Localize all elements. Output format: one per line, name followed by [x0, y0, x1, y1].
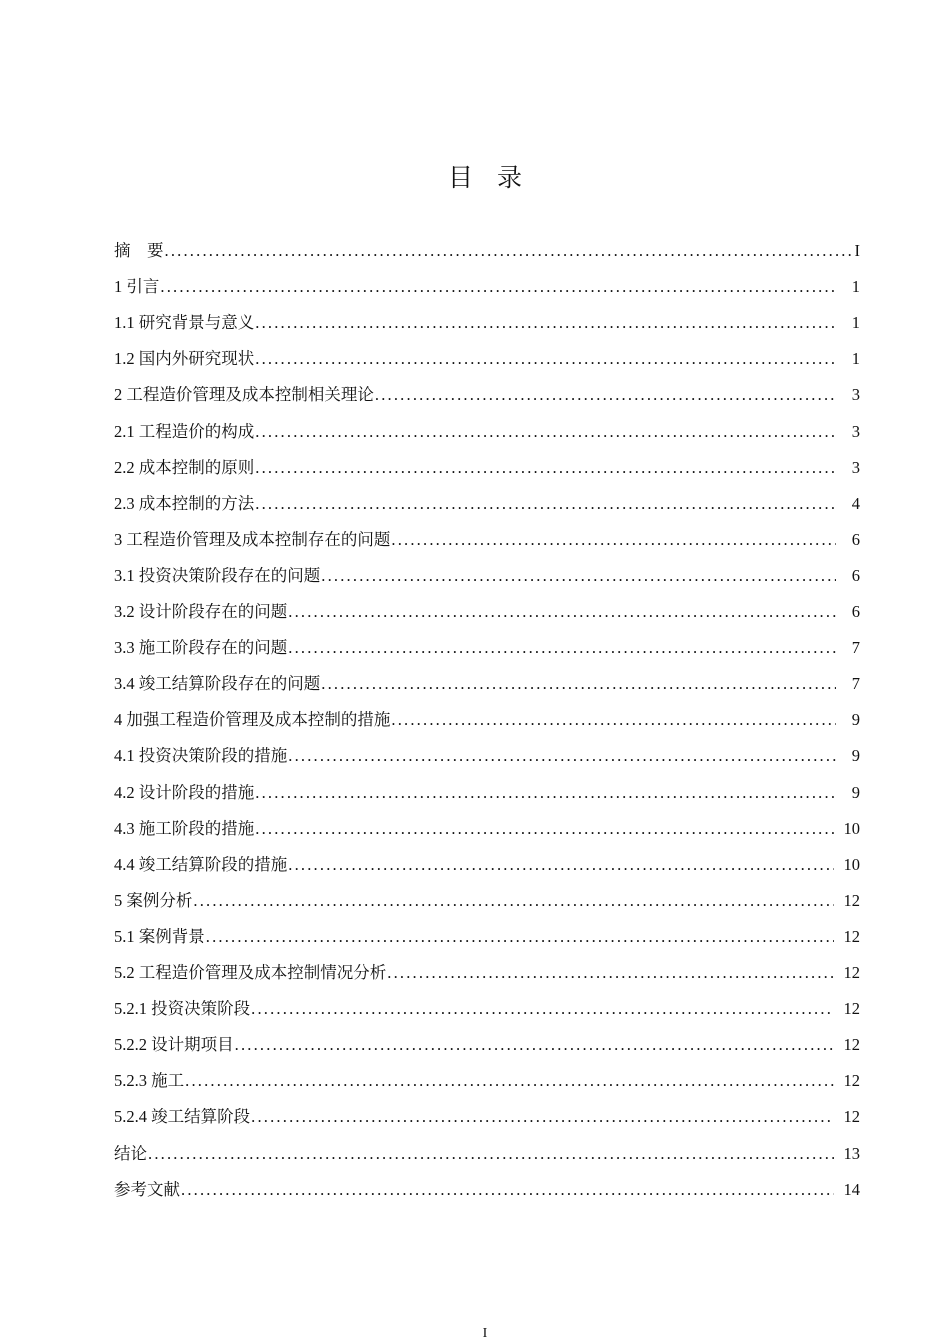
toc-leader-dots — [254, 818, 833, 840]
toc-leader-dots — [320, 673, 836, 695]
toc-entry[interactable] — [114, 774, 860, 804]
toc-entry[interactable] — [114, 737, 860, 767]
toc-entry-page-number: 12 — [843, 1035, 860, 1054]
toc-heading-char-2: 录 — [497, 163, 523, 192]
toc-entry-page-number: 14 — [843, 1180, 860, 1199]
toc-entry-label: 3.2 设计阶段存在的问题 — [114, 602, 288, 621]
toc-entry-page-number: 1 — [851, 349, 860, 368]
toc-entry-label: 1 引言 — [114, 277, 160, 296]
toc-leader-dots — [205, 926, 834, 948]
toc-entry[interactable] — [114, 413, 860, 443]
toc-entry-label: 参考文献 — [114, 1180, 180, 1199]
toc-leader-dots — [180, 1179, 834, 1201]
toc-entry-label: 5.2.1 投资决策阶段 — [114, 999, 251, 1018]
toc-entry[interactable] — [114, 954, 860, 984]
toc-entry-page-number: 4 — [851, 494, 860, 513]
toc-entry[interactable] — [114, 1135, 860, 1165]
toc-entry-page-number: 10 — [843, 855, 860, 874]
toc-heading-char-1: 目 — [447, 163, 473, 192]
toc-leader-dots — [164, 240, 855, 262]
toc-entry-label: 5 案例分析 — [114, 891, 193, 910]
toc-entry-page-number: I — [854, 241, 860, 260]
toc-leader-dots — [390, 529, 835, 551]
toc-entry-page-number: 6 — [851, 530, 860, 549]
toc-entry[interactable] — [114, 701, 860, 731]
toc-entry-page-number: 12 — [843, 999, 860, 1018]
toc-entry[interactable] — [114, 918, 860, 948]
toc-entry-label: 4.3 施工阶段的措施 — [114, 819, 255, 838]
toc-leader-dots — [320, 565, 836, 587]
toc-entry[interactable] — [114, 304, 860, 334]
toc-entry-label: 1.1 研究背景与意义 — [114, 313, 255, 332]
toc-leader-dots — [234, 1034, 834, 1056]
toc-entry-label: 5.2.2 设计期项目 — [114, 1035, 234, 1054]
toc-entry-page-number: 1 — [851, 313, 860, 332]
toc-entry-label: 摘 要 — [114, 241, 164, 260]
toc-entry-page-number: 3 — [851, 422, 860, 441]
toc-entry[interactable] — [114, 376, 860, 406]
page-number: I — [482, 1326, 488, 1341]
toc-entry-label: 5.2.3 施工 — [114, 1071, 185, 1090]
toc-leader-dots — [192, 890, 833, 912]
toc-entry-page-number: 7 — [851, 674, 860, 693]
toc-leader-dots — [386, 962, 833, 984]
toc-entry-label: 5.1 案例背景 — [114, 927, 205, 946]
toc-entry-label: 2.3 成本控制的方法 — [114, 494, 255, 513]
toc-entry-label: 3 工程造价管理及成本控制存在的问题 — [114, 530, 391, 549]
toc-leader-dots — [254, 782, 836, 804]
toc-entry-page-number: 9 — [851, 783, 860, 802]
toc-leader-dots — [250, 1106, 833, 1128]
toc-entry-page-number: 12 — [843, 963, 860, 982]
toc-entry-page-number: 6 — [851, 602, 860, 621]
toc-leader-dots — [254, 493, 836, 515]
toc-leader-dots — [374, 384, 836, 406]
toc-leader-dots — [287, 601, 836, 623]
toc-entry-label: 3.1 投资决策阶段存在的问题 — [114, 566, 321, 585]
toc-entry[interactable] — [114, 810, 860, 840]
toc-entry-label: 4 加强工程造价管理及成本控制的措施 — [114, 710, 391, 729]
toc-entry-page-number: 3 — [851, 385, 860, 404]
toc-leader-dots — [390, 709, 835, 731]
toc-entry[interactable] — [114, 449, 860, 479]
toc-entry-page-number: 1 — [851, 277, 860, 296]
toc-entry-label: 结论 — [114, 1144, 147, 1163]
toc-entry-page-number: 12 — [843, 1107, 860, 1126]
toc-entry[interactable] — [114, 268, 860, 298]
toc-entry-label: 5.2 工程造价管理及成本控制情况分析 — [114, 963, 387, 982]
toc-leader-dots — [254, 457, 836, 479]
toc-entry-page-number: 7 — [851, 638, 860, 657]
toc-entry-label: 2.1 工程造价的构成 — [114, 422, 255, 441]
toc-entry[interactable] — [114, 629, 860, 659]
toc-leader-dots — [254, 312, 836, 334]
toc-entry[interactable] — [114, 340, 860, 370]
toc-entry-label: 3.4 竣工结算阶段存在的问题 — [114, 674, 321, 693]
toc-leader-dots — [287, 854, 833, 876]
toc-entry-page-number: 13 — [843, 1144, 860, 1163]
toc-leader-dots — [287, 745, 836, 767]
toc-entry[interactable] — [114, 1171, 860, 1201]
toc-leader-dots — [184, 1070, 833, 1092]
toc-leader-dots — [287, 637, 836, 659]
toc-entry[interactable] — [114, 232, 860, 262]
toc-entry[interactable] — [114, 1026, 860, 1056]
toc-entry-page-number: 9 — [851, 746, 860, 765]
toc-entry-page-number: 3 — [851, 458, 860, 477]
toc-leader-dots — [254, 348, 836, 370]
toc-entry-page-number: 10 — [843, 819, 860, 838]
toc-leader-dots — [250, 998, 833, 1020]
toc-entry-label: 4.1 投资决策阶段的措施 — [114, 746, 288, 765]
toc-entry-label: 1.2 国内外研究现状 — [114, 349, 255, 368]
toc-entry-page-number: 9 — [851, 710, 860, 729]
toc-entry[interactable] — [114, 557, 860, 587]
toc-entry[interactable] — [114, 846, 860, 876]
toc-leader-dots — [254, 421, 836, 443]
toc-entry[interactable] — [114, 1062, 860, 1092]
toc-entry[interactable] — [114, 593, 860, 623]
toc-entry-label: 5.2.4 竣工结算阶段 — [114, 1107, 251, 1126]
toc-entry-page-number: 12 — [843, 927, 860, 946]
toc-entry-label: 2 工程造价管理及成本控制相关理论 — [114, 385, 374, 404]
toc-entry-label: 2.2 成本控制的原则 — [114, 458, 255, 477]
toc-entry-page-number: 12 — [843, 891, 860, 910]
toc-entry[interactable] — [114, 521, 860, 551]
toc-leader-dots — [147, 1143, 834, 1165]
toc-heading — [0, 158, 950, 194]
toc-entry[interactable] — [114, 990, 860, 1020]
toc-entry[interactable] — [114, 485, 860, 515]
toc-entry[interactable] — [114, 665, 860, 695]
toc-entry-label: 4.4 竣工结算阶段的措施 — [114, 855, 288, 874]
toc-entry-label: 3.3 施工阶段存在的问题 — [114, 638, 288, 657]
toc-entry[interactable] — [114, 882, 860, 912]
toc-entry-page-number: 6 — [851, 566, 860, 585]
toc-entry-page-number: 12 — [843, 1071, 860, 1090]
toc-entry[interactable] — [114, 1098, 860, 1128]
toc-leader-dots — [159, 276, 835, 298]
toc-entry-label: 4.2 设计阶段的措施 — [114, 783, 255, 802]
